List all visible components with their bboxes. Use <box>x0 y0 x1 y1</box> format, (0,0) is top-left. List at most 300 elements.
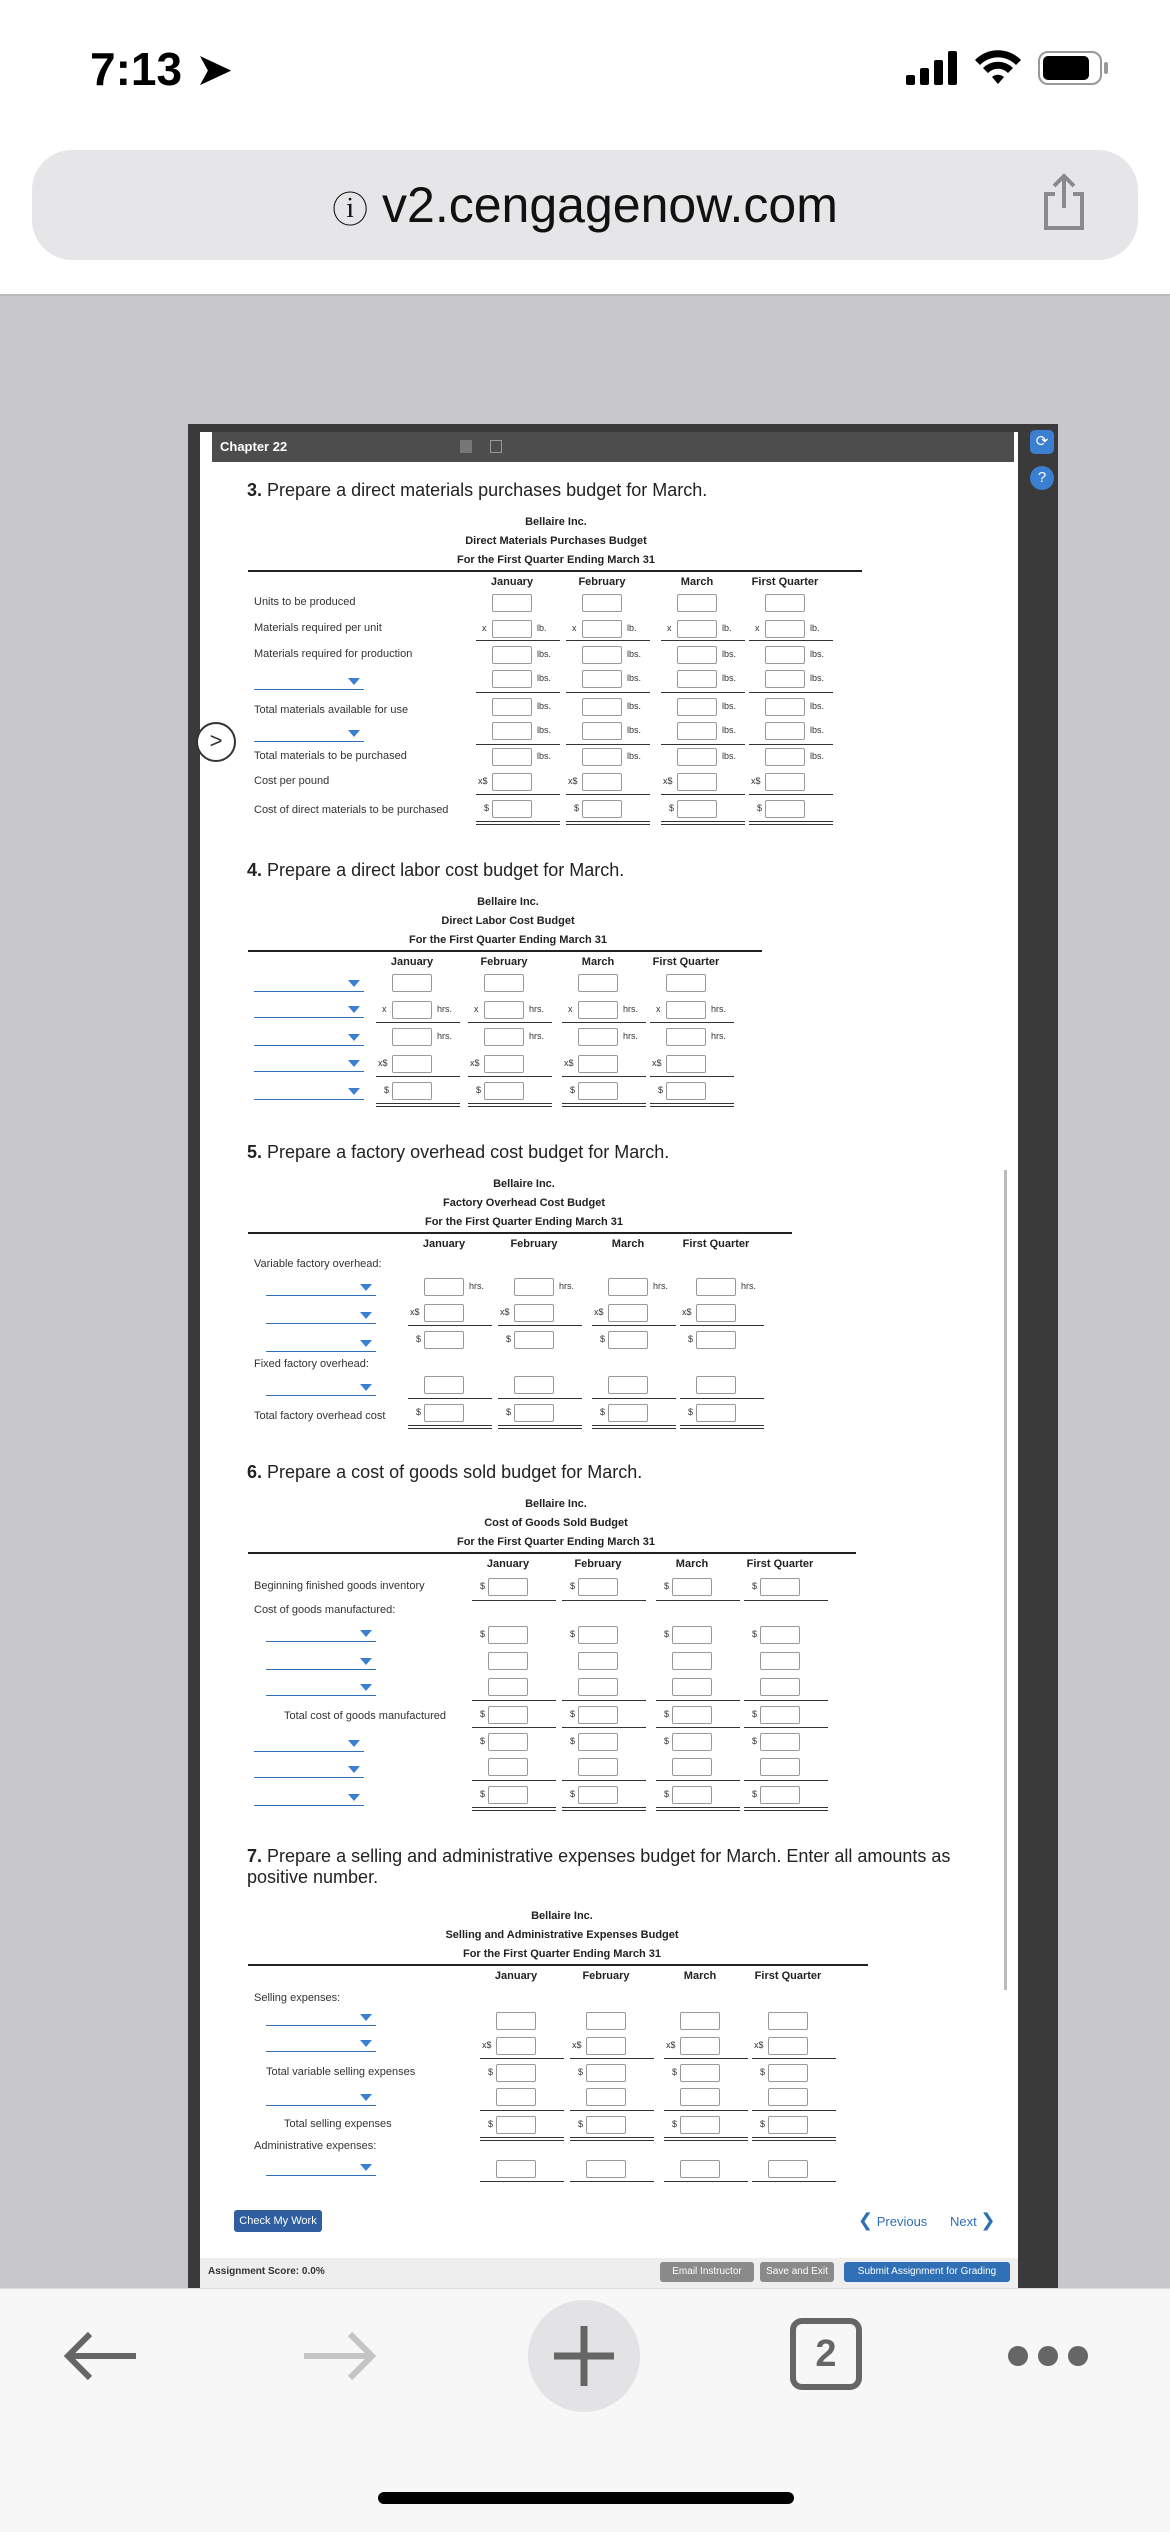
amount-input[interactable] <box>492 800 532 818</box>
row-label: Total materials available for use <box>254 704 409 716</box>
notes-icon[interactable] <box>490 440 502 453</box>
amount-input[interactable] <box>672 1626 712 1644</box>
double-divider <box>680 1425 764 1429</box>
divider <box>566 744 650 745</box>
amount-input[interactable] <box>768 2064 808 2082</box>
amount-input[interactable] <box>496 2088 536 2106</box>
amount-input[interactable] <box>677 670 717 688</box>
unit-label: hrs. <box>741 1281 757 1291</box>
account-dropdown[interactable] <box>254 674 364 690</box>
operator-label: x <box>656 1004 661 1014</box>
account-dropdown[interactable] <box>254 1002 364 1018</box>
operator-label: $ <box>752 1789 758 1799</box>
amount-input[interactable] <box>666 1028 706 1046</box>
budget-name: Selling and Administrative Expenses Budget <box>445 1929 679 1941</box>
amount-input[interactable] <box>496 2116 536 2134</box>
account-dropdown[interactable] <box>254 976 364 992</box>
amount-input[interactable] <box>760 1706 800 1724</box>
amount-input[interactable] <box>514 1304 554 1322</box>
amount-input[interactable] <box>760 1758 800 1776</box>
account-dropdown[interactable] <box>254 1056 364 1072</box>
unit-label: lbs. <box>627 725 642 735</box>
amount-input[interactable] <box>488 1578 528 1596</box>
amount-input[interactable] <box>672 1786 712 1804</box>
amount-input[interactable] <box>672 1706 712 1724</box>
divider <box>376 1022 460 1023</box>
operator-label: $ <box>664 1736 670 1746</box>
amount-input[interactable] <box>582 773 622 791</box>
amount-input[interactable] <box>392 974 432 992</box>
save-and-exit-button[interactable]: Save and Exit <box>760 2262 834 2282</box>
amount-input[interactable] <box>578 1758 618 1776</box>
right-sidebar <box>1018 424 1058 2288</box>
double-divider <box>566 821 650 825</box>
url-text: v2.cengagenow.com <box>382 177 838 233</box>
amount-input[interactable] <box>578 1626 618 1644</box>
double-divider <box>570 2137 654 2141</box>
amount-input[interactable] <box>488 1626 528 1644</box>
row-label: Administrative expenses: <box>254 2140 377 2152</box>
column-header: March <box>683 1970 717 1982</box>
signal-icon <box>906 51 958 85</box>
amount-input[interactable] <box>760 1578 800 1596</box>
amount-input[interactable] <box>608 1331 648 1349</box>
column-header: First Quarter <box>682 1238 750 1250</box>
amount-input[interactable] <box>424 1304 464 1322</box>
amount-input[interactable] <box>578 1028 618 1046</box>
divider <box>468 1022 552 1023</box>
amount-input[interactable] <box>768 2088 808 2106</box>
amount-input[interactable] <box>765 800 805 818</box>
amount-input[interactable] <box>666 974 706 992</box>
amount-input[interactable] <box>492 646 532 664</box>
expand-panel-button[interactable]: > <box>196 722 236 762</box>
operator-label: $ <box>757 803 763 813</box>
divider <box>664 2181 748 2182</box>
submit-assignment-button[interactable]: Submit Assignment for Grading <box>844 2262 1010 2282</box>
email-instructor-button[interactable]: Email Instructor <box>660 2262 754 2282</box>
row-label: Total variable selling expenses <box>266 2066 416 2078</box>
account-dropdown[interactable] <box>254 726 364 742</box>
amount-input[interactable] <box>696 1376 736 1394</box>
operator-label: $ <box>664 1629 670 1639</box>
divider <box>472 1600 556 1601</box>
operator-label: $ <box>600 1407 606 1417</box>
double-divider <box>498 1425 582 1429</box>
operator-label: x$ <box>652 1058 662 1068</box>
operator-label: $ <box>578 2067 584 2077</box>
amount-input[interactable] <box>578 974 618 992</box>
amount-input[interactable] <box>582 670 622 688</box>
amount-input[interactable] <box>582 646 622 664</box>
operator-label: x$ <box>478 776 488 786</box>
unit-label: hrs. <box>711 1031 727 1041</box>
unit-label: lbs. <box>810 701 825 711</box>
account-dropdown[interactable] <box>254 1030 364 1046</box>
amount-input[interactable] <box>492 748 532 766</box>
amount-input[interactable] <box>424 1404 464 1422</box>
amount-input[interactable] <box>496 2160 536 2178</box>
double-divider <box>661 821 745 825</box>
account-dropdown[interactable] <box>266 1280 376 1296</box>
amount-input[interactable] <box>578 1733 618 1751</box>
question-text: Prepare a direct labor cost budget for March. <box>267 860 625 880</box>
amount-input[interactable] <box>578 1082 618 1100</box>
amount-input[interactable] <box>677 620 717 638</box>
account-dropdown[interactable] <box>266 1336 376 1352</box>
question-number: 5. <box>247 1142 263 1162</box>
amount-input[interactable] <box>392 1055 432 1073</box>
divider <box>562 1022 646 1023</box>
amount-input[interactable] <box>492 773 532 791</box>
question-text: Prepare a cost of goods sold budget for March. <box>267 1462 643 1482</box>
amount-input[interactable] <box>672 1578 712 1596</box>
amount-input[interactable] <box>582 722 622 740</box>
amount-input[interactable] <box>768 2160 808 2178</box>
amount-input[interactable] <box>514 1278 554 1296</box>
column-header: January <box>390 956 434 968</box>
divider <box>749 640 833 641</box>
amount-input[interactable] <box>672 1678 712 1696</box>
amount-input[interactable] <box>672 1758 712 1776</box>
account-dropdown[interactable] <box>266 1380 376 1396</box>
operator-label: $ <box>760 2067 766 2077</box>
divider <box>592 1325 676 1326</box>
amount-input[interactable] <box>677 748 717 766</box>
account-dropdown[interactable] <box>254 1790 364 1806</box>
amount-input[interactable] <box>514 1331 554 1349</box>
amount-input[interactable] <box>578 1786 618 1804</box>
header-rule <box>248 570 862 572</box>
operator-label: $ <box>574 803 580 813</box>
amount-input[interactable] <box>496 2012 536 2030</box>
amount-input[interactable] <box>424 1331 464 1349</box>
amount-input[interactable] <box>488 1733 528 1751</box>
check-my-work-button[interactable]: Check My Work <box>234 2210 322 2232</box>
operator-label: $ <box>752 1709 758 1719</box>
back-arrow-icon[interactable] <box>60 2328 140 2384</box>
unit-label: hrs. <box>559 1281 575 1291</box>
amount-input[interactable] <box>677 594 717 612</box>
row-label: Selling expenses: <box>254 1992 341 2004</box>
amount-input[interactable] <box>608 1304 648 1322</box>
amount-input[interactable] <box>760 1652 800 1670</box>
double-divider <box>376 1103 460 1107</box>
row-label: Fixed factory overhead: <box>254 1358 369 1370</box>
company-name: Bellaire Inc. <box>493 1178 555 1190</box>
divider <box>749 794 833 795</box>
amount-input[interactable] <box>768 2012 808 2030</box>
amount-input[interactable] <box>488 1758 528 1776</box>
row-label: Beginning finished goods inventory <box>254 1580 425 1592</box>
unit-label: lbs. <box>722 701 737 711</box>
unit-label: lbs. <box>537 701 552 711</box>
divider <box>744 1727 828 1728</box>
amount-input[interactable] <box>586 2037 626 2055</box>
row-label: Total factory overhead cost <box>254 1410 386 1422</box>
company-name: Bellaire Inc. <box>525 1498 587 1510</box>
amount-input[interactable] <box>496 2037 536 2055</box>
operator-label: x$ <box>410 1307 420 1317</box>
column-header: January <box>494 1970 538 1982</box>
column-header: February <box>574 1558 622 1570</box>
amount-input[interactable] <box>608 1376 648 1394</box>
amount-input[interactable] <box>677 722 717 740</box>
amount-input[interactable] <box>392 1001 432 1019</box>
operator-label: $ <box>570 1581 576 1591</box>
amount-input[interactable] <box>696 1404 736 1422</box>
unit-label: hrs. <box>437 1004 453 1014</box>
tabs-button[interactable]: 2 <box>790 2318 862 2390</box>
amount-input[interactable] <box>488 1786 528 1804</box>
divider <box>752 2110 836 2111</box>
amount-input[interactable] <box>424 1376 464 1394</box>
column-header: First Quarter <box>746 1558 814 1570</box>
unit-label: lbs. <box>810 751 825 761</box>
amount-input[interactable] <box>608 1278 648 1296</box>
divider <box>408 1325 492 1326</box>
amount-input[interactable] <box>586 2088 626 2106</box>
double-divider <box>472 1807 556 1811</box>
company-name: Bellaire Inc. <box>477 896 539 908</box>
amount-input[interactable] <box>760 1678 800 1696</box>
status-icons <box>906 50 1110 86</box>
amount-input[interactable] <box>765 722 805 740</box>
row-label: Total cost of goods manufactured <box>284 1710 447 1722</box>
operator-label: $ <box>658 1085 664 1095</box>
amount-input[interactable] <box>488 1706 528 1724</box>
account-dropdown[interactable] <box>254 1084 364 1100</box>
divider <box>749 692 833 693</box>
operator-label: x <box>667 623 672 633</box>
operator-label: $ <box>664 1789 670 1799</box>
amount-input[interactable] <box>392 1028 432 1046</box>
amount-input[interactable] <box>484 1082 524 1100</box>
assignment-score: Assignment Score: 0.0% <box>208 2266 325 2277</box>
account-dropdown[interactable] <box>266 2090 376 2106</box>
amount-input[interactable] <box>578 1001 618 1019</box>
account-dropdown[interactable] <box>254 1762 364 1778</box>
account-dropdown[interactable] <box>266 1308 376 1324</box>
operator-label: x$ <box>564 1058 574 1068</box>
amount-input[interactable] <box>768 2037 808 2055</box>
amount-input[interactable] <box>488 1652 528 1670</box>
amount-input[interactable] <box>586 2064 626 2082</box>
budget-period: For the First Quarter Ending March 31 <box>408 934 608 946</box>
amount-input[interactable] <box>680 2064 720 2082</box>
amount-input[interactable] <box>765 773 805 791</box>
share-icon[interactable] <box>1040 172 1088 232</box>
divider <box>656 1700 740 1701</box>
amount-input[interactable] <box>677 800 717 818</box>
operator-label: x$ <box>682 1307 692 1317</box>
unit-label: hrs. <box>437 1031 453 1041</box>
amount-input[interactable] <box>578 1578 618 1596</box>
divider <box>480 2110 564 2111</box>
header-rule <box>248 950 762 952</box>
amount-input[interactable] <box>680 2037 720 2055</box>
amount-input[interactable] <box>608 1404 648 1422</box>
amount-input[interactable] <box>492 594 532 612</box>
q7-question <box>247 1846 1007 1888</box>
amount-input[interactable] <box>680 2012 720 2030</box>
amount-input[interactable] <box>582 698 622 716</box>
amount-input[interactable] <box>586 2012 626 2030</box>
unit-label: hrs. <box>711 1004 727 1014</box>
amount-input[interactable] <box>492 620 532 638</box>
divider <box>498 1325 582 1326</box>
account-dropdown[interactable] <box>266 1654 376 1670</box>
amount-input[interactable] <box>696 1278 736 1296</box>
amount-input[interactable] <box>765 748 805 766</box>
column-header: First Quarter <box>751 576 819 588</box>
battery-icon <box>1038 50 1110 86</box>
amount-input[interactable] <box>672 1733 712 1751</box>
next-button[interactable]: Next ❯ <box>950 2210 996 2230</box>
amount-input[interactable] <box>496 2064 536 2082</box>
divider <box>562 1076 646 1077</box>
question-number: 3. <box>247 480 263 500</box>
unit-label: lbs. <box>810 725 825 735</box>
account-dropdown[interactable] <box>266 1680 376 1696</box>
unit-label: lbs. <box>810 673 825 683</box>
amount-input[interactable] <box>514 1404 554 1422</box>
divider <box>570 2110 654 2111</box>
operator-label: x$ <box>751 776 761 786</box>
previous-button[interactable]: ❮ Previous <box>858 2210 928 2230</box>
amount-input[interactable] <box>578 1678 618 1696</box>
budget-period: For the First Quarter Ending March 31 <box>456 1536 656 1548</box>
forward-arrow-icon[interactable] <box>300 2328 380 2384</box>
amount-input[interactable] <box>492 670 532 688</box>
divider <box>661 794 745 795</box>
amount-input[interactable] <box>760 1733 800 1751</box>
amount-input[interactable] <box>578 1055 618 1073</box>
double-divider <box>476 821 560 825</box>
amount-input[interactable] <box>765 670 805 688</box>
amount-input[interactable] <box>514 1376 554 1394</box>
amount-input[interactable] <box>666 1055 706 1073</box>
divider <box>680 1325 764 1326</box>
double-divider <box>408 1425 492 1429</box>
question-text: Prepare a factory overhead cost budget for March. <box>267 1142 670 1162</box>
amount-input[interactable] <box>492 698 532 716</box>
unit-label: lbs. <box>537 649 552 659</box>
amount-input[interactable] <box>677 698 717 716</box>
divider <box>570 2181 654 2182</box>
amount-input[interactable] <box>677 646 717 664</box>
account-dropdown[interactable] <box>266 2160 376 2176</box>
budget-period: For the First Quarter Ending March 31 <box>462 1948 662 1960</box>
divider <box>661 744 745 745</box>
book-icon[interactable] <box>460 440 472 453</box>
amount-input[interactable] <box>677 773 717 791</box>
help-icon[interactable]: ? <box>1030 466 1054 490</box>
amount-input[interactable] <box>586 2160 626 2178</box>
amount-input[interactable] <box>765 698 805 716</box>
row-label: Cost of goods manufactured: <box>254 1604 396 1616</box>
q6-question <box>247 1462 1007 1483</box>
header-rule <box>248 1964 868 1966</box>
amount-input[interactable] <box>582 748 622 766</box>
amount-input[interactable] <box>768 2116 808 2134</box>
amount-input[interactable] <box>492 722 532 740</box>
amount-input[interactable] <box>488 1678 528 1696</box>
amount-input[interactable] <box>680 2116 720 2134</box>
row-label: Cost of direct materials to be purchased <box>254 804 449 816</box>
double-divider <box>562 1807 646 1811</box>
amount-input[interactable] <box>484 1055 524 1073</box>
account-dropdown[interactable] <box>266 2036 376 2052</box>
amount-input[interactable] <box>424 1278 464 1296</box>
row-label: Total materials to be purchased <box>254 750 407 762</box>
unit-label: lbs. <box>722 725 737 735</box>
amount-input[interactable] <box>578 1652 618 1670</box>
unit-label: lb. <box>810 623 820 633</box>
amount-input[interactable] <box>582 800 622 818</box>
amount-input[interactable] <box>484 1001 524 1019</box>
question-text: Prepare a direct materials purchases budget for March. <box>267 480 708 500</box>
amount-input[interactable] <box>680 2160 720 2178</box>
amount-input[interactable] <box>484 1028 524 1046</box>
column-header: February <box>582 1970 630 1982</box>
amount-input[interactable] <box>680 2088 720 2106</box>
amount-input[interactable] <box>582 620 622 638</box>
amount-input[interactable] <box>666 1082 706 1100</box>
operator-label: $ <box>506 1407 512 1417</box>
amount-input[interactable] <box>760 1786 800 1804</box>
amount-input[interactable] <box>765 594 805 612</box>
account-dropdown[interactable] <box>266 1626 376 1642</box>
amount-input[interactable] <box>586 2116 626 2134</box>
chapter-bar: Chapter 22 <box>212 432 1014 462</box>
unit-label: lbs. <box>810 649 825 659</box>
question-text: Prepare a selling and administrative expenses budget for March. Enter all amounts as positive number. <box>247 1846 951 1887</box>
divider <box>656 1780 740 1781</box>
amount-input[interactable] <box>484 974 524 992</box>
column-header: January <box>490 576 534 588</box>
divider <box>680 1398 764 1399</box>
header-rule <box>248 1232 792 1234</box>
amount-input[interactable] <box>392 1082 432 1100</box>
amount-input[interactable] <box>582 594 622 612</box>
account-dropdown[interactable] <box>254 1736 364 1752</box>
column-header: March <box>611 1238 645 1250</box>
q4-question <box>247 860 1007 881</box>
row-label: Units to be produced <box>254 596 356 608</box>
amount-input[interactable] <box>765 646 805 664</box>
row-label: Materials required for production <box>254 648 413 660</box>
account-dropdown[interactable] <box>266 2010 376 2026</box>
amount-input[interactable] <box>696 1331 736 1349</box>
refresh-icon[interactable]: ⟳ <box>1030 430 1054 454</box>
operator-label: $ <box>416 1407 422 1417</box>
more-icon[interactable] <box>1006 2344 1090 2368</box>
amount-input[interactable] <box>672 1652 712 1670</box>
operator-label: $ <box>688 1334 694 1344</box>
amount-input[interactable] <box>696 1304 736 1322</box>
amount-input[interactable] <box>578 1706 618 1724</box>
amount-input[interactable] <box>666 1001 706 1019</box>
divider <box>656 1600 740 1601</box>
divider <box>376 1076 460 1077</box>
budget-name: Cost of Goods Sold Budget <box>484 1517 628 1529</box>
q5-question <box>247 1142 1007 1163</box>
amount-input[interactable] <box>760 1626 800 1644</box>
amount-input[interactable] <box>765 620 805 638</box>
divider <box>472 1700 556 1701</box>
operator-label: x$ <box>666 2040 676 2050</box>
